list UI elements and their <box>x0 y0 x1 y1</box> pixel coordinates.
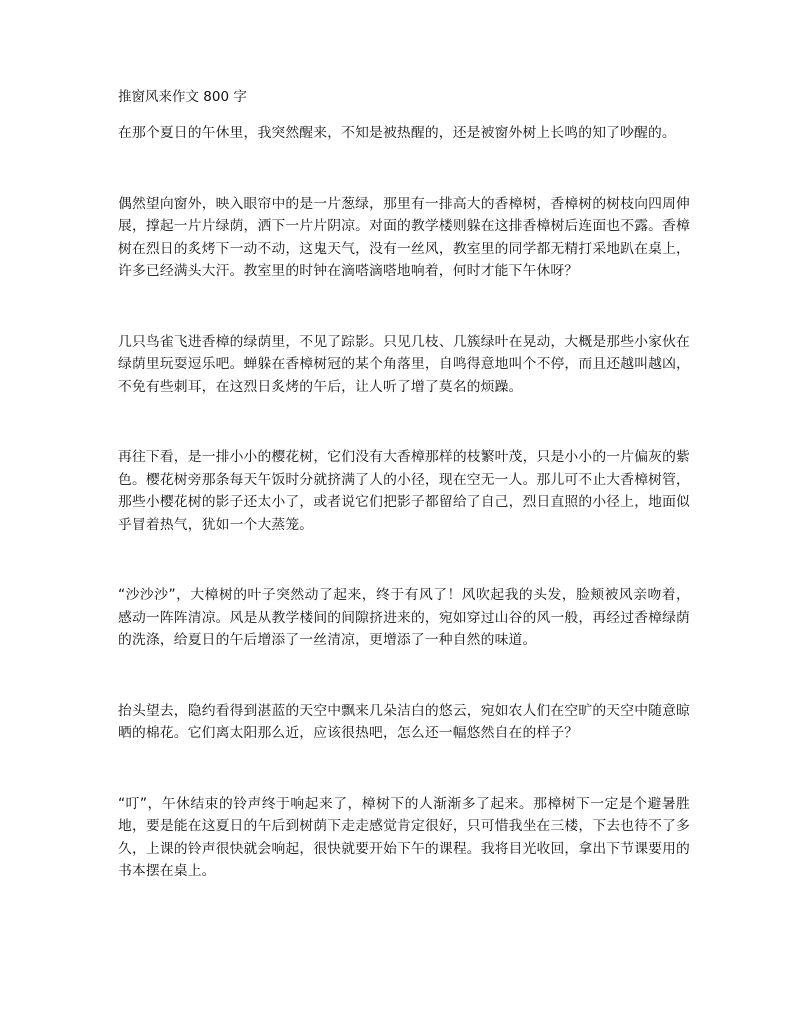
paragraph-1: 在那个夏日的午休里，我突然醒来，不知是被热醒的，还是被窗外树上长鸣的知了吵醒的。 <box>118 125 676 141</box>
paragraph-2: 偶然望向窗外，映入眼帘中的是一片葱绿，那里有一排高大的香樟树，香樟树的树枝向四周伸展，撑起一片片绿荫，洒下一片片阴凉。对面的教学楼则躲在这排香樟树后连面也不露。香樟树在烈日的炙烤下一动不动，这鬼天气，没有一丝风，教室里的同学都无精打采地趴在桌上，许多已经满头大汗。教室里的时钟在滴嗒滴嗒地响着，何时才能下午休呀？ <box>118 195 690 279</box>
document-title: 推窗风来作文 800 字 <box>118 89 247 105</box>
paragraph-7: “叮”，午休结束的铃声终于响起来了，樟树下的人渐渐多了起来。那樟树下一定是个避暑胜地，要是能在这夏日的午后到树荫下走走感觉肯定很好，只可惜我坐在三楼，下去也待不了多久，上课的铃声很快就会响起，很快就要开始下午的课程。我将目光收回，拿出下节课要用的书本摆在桌上。 <box>118 795 690 879</box>
paragraph-4: 再往下看，是一排小小的樱花树，它们没有大香樟那样的枝繁叶茂，只是小小的一片偏灰的紫色。樱花树旁那条每天午饭时分就挤满了人的小径，现在空无一人。那儿可不止大香樟树管，那些小樱花树的影子还太小了，或者说它们把影子都留给了自己，烈日直照的小径上，地面似乎冒着热气，犹如一个大蒸笼。 <box>118 449 690 533</box>
document-page <box>118 86 690 883</box>
paragraph-3: 几只鸟雀飞进香樟的绿荫里，不见了踪影。只见几枝、几簇绿叶在晃动，大概是那些小家伙在绿荫里玩耍逗乐吧。蝉躲在香樟树冠的某个角落里，自鸣得意地叫个不停，而且还越叫越凶，不免有些刺耳，在这烈日炙烤的午后，让人听了增了莫名的烦躁。 <box>118 333 690 395</box>
paragraph-5: “沙沙沙”，大樟树的叶子突然动了起来，终于有风了！风吹起我的头发，脸颊被风亲吻着，感动一阵阵清凉。风是从教学楼间的间隙挤进来的，宛如穿过山谷的风一般，再经过香樟绿荫的洗涤，给夏日的午后增添了一丝清凉，更增添了一种自然的味道。 <box>118 587 690 648</box>
paragraph-6: 抬头望去，隐约看得到湛蓝的天空中飘来几朵洁白的悠云，宛如农人们在空旷的天空中随意晾晒的棉花。它们离太阳那么近，应该很热吧，怎么还一幅悠然自在的样子？ <box>118 702 690 741</box>
